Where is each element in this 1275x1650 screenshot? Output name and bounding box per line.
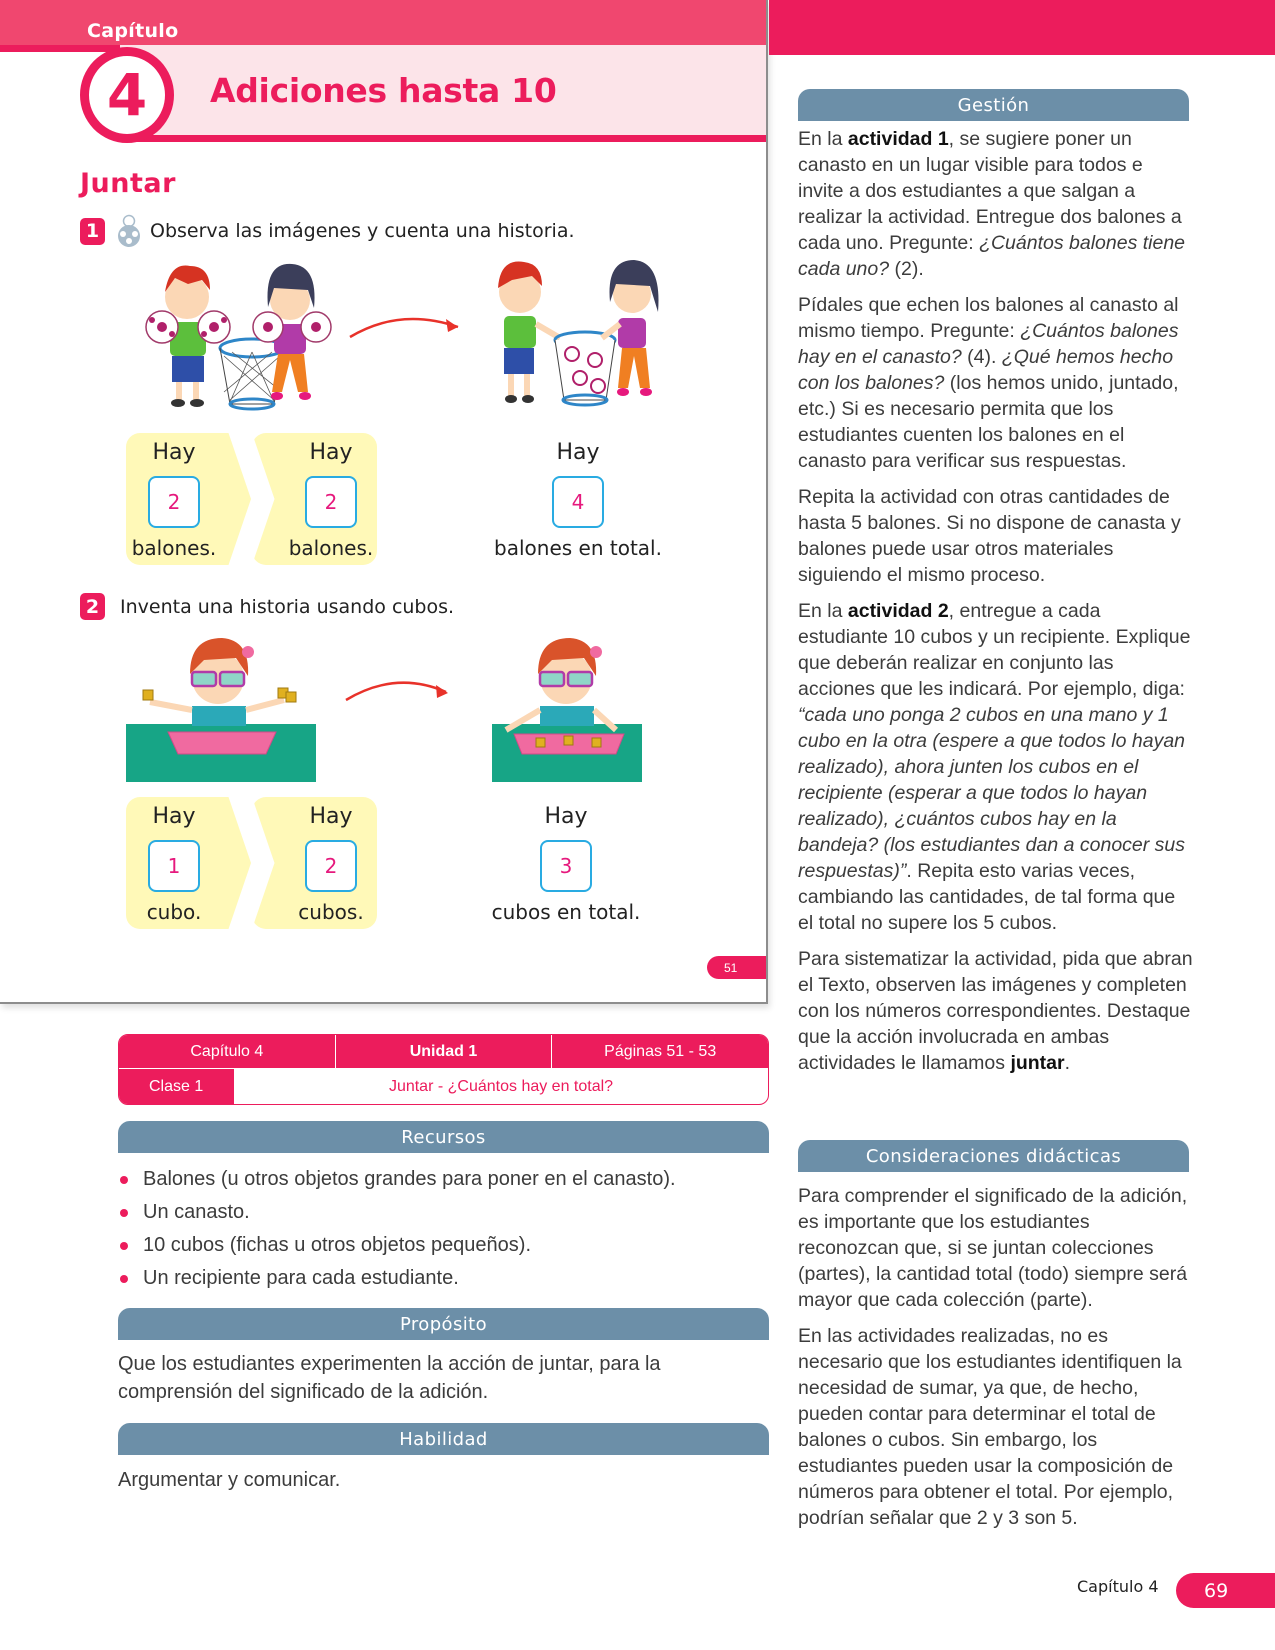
lesson-info-table xyxy=(118,1034,769,1105)
bullet-icon xyxy=(120,1242,128,1250)
girl-with-cubes-illustration xyxy=(126,630,646,782)
list-item-text: Un recipiente para cada estudiante. xyxy=(143,1267,459,1289)
girl-holding-cubes xyxy=(126,638,316,782)
count-unit: cubos. xyxy=(298,900,364,924)
activity-2-number: 2 xyxy=(80,593,105,620)
gestion-paragraph-4: En la actividad 2, entregue a cada estudiante 10 cubos y un recipiente. Explique que deberán realizar en conjunto las acciones que les indicará. Por ejemplo, diga: “cada uno ponga 2 cubos en una mano y 1 cubo en la otra (espere a que todos lo hayan realizado), ahora junten los cubos en el recipiente (esperar a que todos lo hayan realizado), ¿cuántos cubos hay en la bandeja? (los estudiantes dan a conocer sus respuestas)”. Repita esto varias veces, cambiando las cantidades, de tal forma que el total no supere los 5 cubos. xyxy=(798,600,1191,934)
info-pages: Páginas 51 - 53 xyxy=(604,1042,717,1060)
count-answer-box[interactable]: 1 xyxy=(148,840,200,892)
info-chapter: Capítulo 4 xyxy=(119,1035,336,1068)
activity-1-instruction xyxy=(80,214,575,248)
chapter-label: Capítulo xyxy=(87,20,179,42)
activity-2-total xyxy=(466,804,666,924)
bullet-icon xyxy=(120,1209,128,1217)
count-unit: balones. xyxy=(131,536,217,560)
recursos-header: Recursos xyxy=(118,1121,769,1153)
student-page-preview xyxy=(0,0,768,1004)
arrow-icon xyxy=(346,683,446,700)
habilidad-text: Argumentar y comunicar. xyxy=(118,1469,341,1491)
gestion-header: Gestión xyxy=(798,89,1189,121)
list-item xyxy=(118,1196,676,1229)
activity-1-text: Observa las imágenes y cuenta una historia. xyxy=(150,220,575,242)
count-answer-box[interactable]: 2 xyxy=(305,476,357,528)
section-title: Juntar xyxy=(80,168,176,199)
girl-placing-cubes-in-tray xyxy=(492,638,642,782)
gestion-paragraph-1: En la actividad 1, se sugiere poner un canasto en un lugar visible para todos e invite a dos estudiantes a que salgan a realizar la actividad. Entregue dos balones a cada uno. Pregunte: ¿Cuántos balones tiene cada uno? (2). xyxy=(798,128,1186,280)
gestion-body xyxy=(798,126,1193,1086)
proposito-header: Propósito xyxy=(118,1308,769,1340)
consideraciones-paragraph-2: En las actividades realizadas, no es necesario que los estudiantes identifiquen la necesidad de sumar, ya que, de hecho, pueden contar para determinar el total de balones o cubos. Sin embargo, los estudiantes pueden usar la composición de números para obtener el total. Por ejemplo, podrían señalar que 2 y 3 son 5. xyxy=(798,1325,1182,1529)
count-unit: balones. xyxy=(288,536,374,560)
footer-page-number: 69 xyxy=(1176,1573,1275,1608)
count-answer-box[interactable]: 2 xyxy=(148,476,200,528)
list-item xyxy=(118,1229,676,1262)
bullet-icon xyxy=(120,1176,128,1184)
count-label: Hay xyxy=(309,804,353,829)
arrow-icon xyxy=(350,319,458,337)
activity-2-text: Inventa una historia usando cubos. xyxy=(120,595,455,618)
consideraciones-header: Consideraciones didácticas xyxy=(798,1140,1189,1172)
count-label: Hay xyxy=(309,440,353,465)
footer-chapter-label: Capítulo 4 xyxy=(1077,1577,1159,1596)
info-class: Clase 1 xyxy=(119,1069,234,1104)
activity-2-instruction xyxy=(80,593,454,620)
count-label: Hay xyxy=(556,440,600,465)
activity-2-part-2 xyxy=(266,804,396,924)
gestion-paragraph-2: Pídales que echen los balones al canasto al mismo tiempo. Pregunte: ¿Cuántos balones hay en el canasto? (4). ¿Qué hemos hecho con los balones? (los hemos unido, juntado, etc.) Si es necesario permita que los estudiantes cuenten los balones en el canasto para verificar sus respuestas. xyxy=(798,294,1179,472)
consideraciones-body xyxy=(798,1183,1193,1541)
activity-2-part-1 xyxy=(109,804,239,924)
chapter-title-band xyxy=(0,45,768,142)
habilidad-header: Habilidad xyxy=(118,1423,769,1455)
student-page-number: 51 xyxy=(707,956,768,979)
gestion-paragraph-3: Repita la actividad con otras cantidades de hasta 5 balones. Si no dispone de canasta y balones puede usar otros materiales siguiendo el mismo proceso. xyxy=(798,486,1181,586)
kids-putting-balls-in-basket xyxy=(498,260,659,405)
activity-1-part-2 xyxy=(266,440,396,560)
count-answer-box[interactable]: 4 xyxy=(552,476,604,528)
count-answer-box[interactable]: 2 xyxy=(305,840,357,892)
bullet-icon xyxy=(120,1275,128,1283)
list-item-text: Balones (u otros objetos grandes para poner en el canasto). xyxy=(143,1168,676,1190)
count-unit: cubo. xyxy=(146,900,202,924)
list-item-text: 10 cubos (fichas u otros objetos pequeños). xyxy=(143,1234,532,1256)
gestion-paragraph-5: Para sistematizar la actividad, pida que abran el Texto, observen las imágenes y completen con los números correspondientes. Destaque que la acción involucrada en ambas actividades le llamamos juntar. xyxy=(798,948,1193,1074)
count-unit: cubos en total. xyxy=(491,900,641,924)
chapter-title: Adiciones hasta 10 xyxy=(210,71,557,110)
count-label: Hay xyxy=(152,440,196,465)
list-item xyxy=(118,1262,676,1295)
kids-with-balls-illustration xyxy=(140,252,700,412)
consideraciones-paragraph-1: Para comprender el significado de la adición, es importante que los estudiantes reconozcan que, si se juntan colecciones (partes), la cantidad total (todo) siempre será mayor que cada colección (parte). xyxy=(798,1185,1188,1311)
proposito-text: Que los estudiantes experimenten la acción de juntar, para la comprensión del significado de la adición. xyxy=(118,1353,661,1403)
boy-holding-balls xyxy=(146,266,230,407)
info-unit: Unidad 1 xyxy=(336,1035,553,1068)
count-label: Hay xyxy=(152,804,196,829)
list-item-text: Un canasto. xyxy=(143,1201,250,1223)
girl-holding-balls xyxy=(253,264,331,400)
count-label: Hay xyxy=(544,804,588,829)
chapter-number-badge: 4 xyxy=(80,47,174,143)
info-topic: Juntar - ¿Cuántos hay en total? xyxy=(388,1077,614,1095)
activity-1-part-1 xyxy=(109,440,239,560)
activity-1-total xyxy=(478,440,678,560)
count-unit: balones en total. xyxy=(494,536,662,560)
right-page-header-strip xyxy=(769,0,1275,55)
list-item xyxy=(118,1163,676,1196)
group-work-icon xyxy=(112,214,146,248)
activity-1-number: 1 xyxy=(80,218,105,245)
recursos-list xyxy=(118,1163,676,1295)
count-answer-box[interactable]: 3 xyxy=(540,840,592,892)
